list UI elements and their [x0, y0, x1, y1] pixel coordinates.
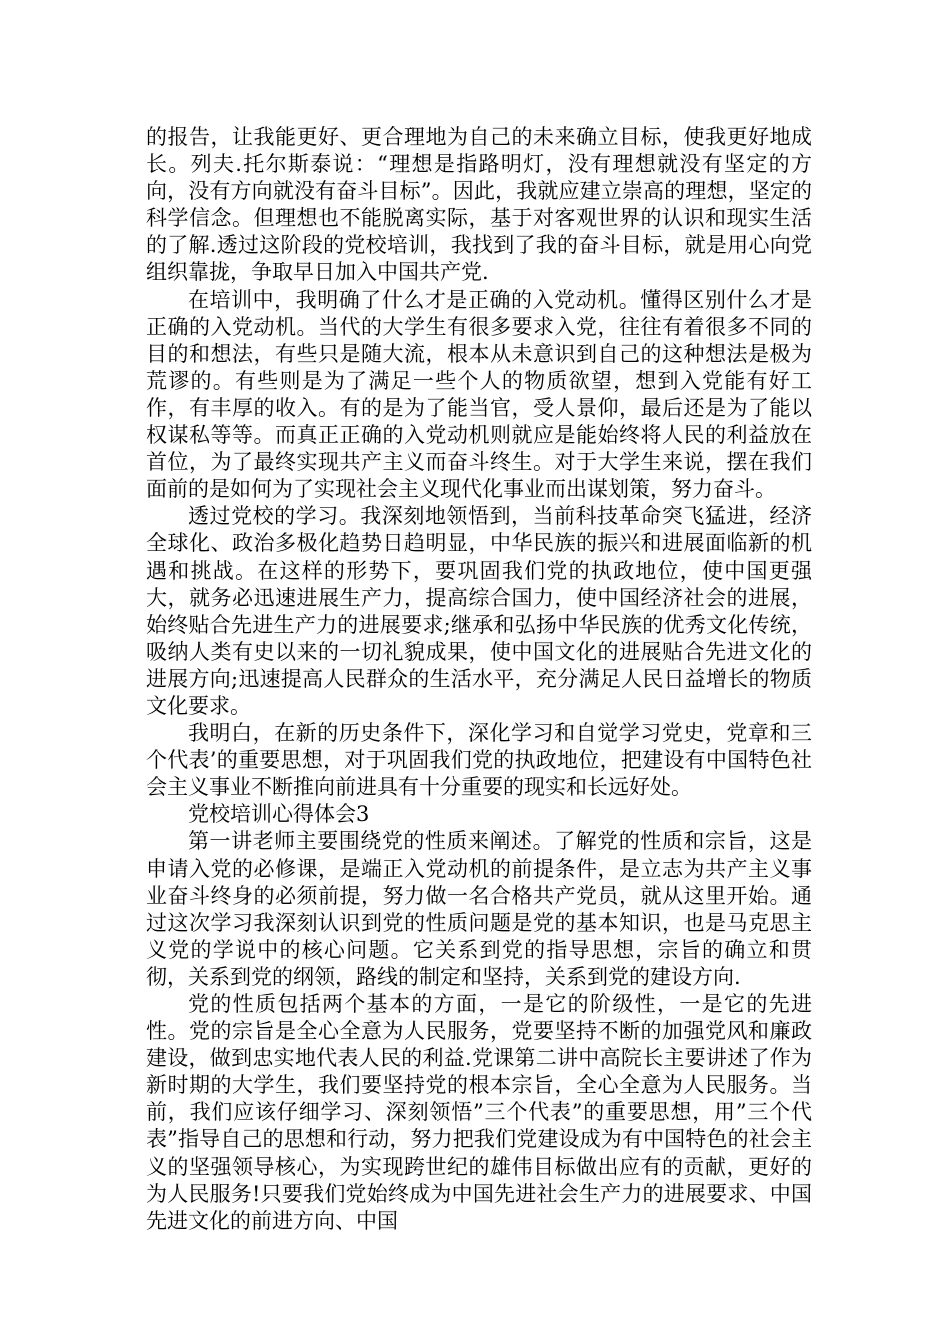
- paragraph-6: 党的性质包括两个基本的方面，一是它的阶级性，一是它的先进性。党的宗旨是全心全意为人民服务，党要坚持不断的加强党风和廉政建设，做到忠实地代表人民的利益.党课第二讲中高院长主要讲述了作为新时期的大学生，我们要坚持党的根本宗旨，全心全意为人民服务。当前，我们应该仔细学习、深刻领悟”三个代表”的重要思想，用”三个代表”指导自己的思想和行动，努力把我们党建设成为有中国特色的社会主义的坚强领导核心，为实现跨世纪的雄伟目标做出应有的贡献，更好的为人民服务!只要我们党始终成为中国先进社会生产力的进展要求、中国先进文化的前进方向、中国: [146, 992, 812, 1233]
- paragraph-1: 的报告，让我能更好、更合理地为自己的未来确立目标，使我更好地成长。列夫.托尔斯泰说：“理想是指路明灯，没有理想就没有坚定的方向，没有方向就没有奋斗目标”。因此，我就应建立崇高的理想，坚定的科学信念。但理想也不能脱离实际，基于对客观世界的认识和现实生活的了解.透过这阶段的党校培训，我找到了我的奋斗目标，就是用心向党组织靠拢，争取早日加入中国共产党.: [146, 125, 812, 285]
- document-page: [146, 124, 812, 1235]
- paragraph-2: 在培训中，我明确了什么才是正确的入党动机。懂得区别什么才是正确的入党动机。当代的大学生有很多要求入党，往往有着很多不同的目的和想法，有些只是随大流，根本从未意识到自己的这种想法是极为荒谬的。有些则是为了满足一些个人的物质欲望，想到入党能有好工作，有丰厚的收入。有的是为了能当官，受人景仰，最后还是为了能以权谋私等等。而真正正确的入党动机则就应是能始终将人民的利益放在首位，为了最终实现共产主义而奋斗终生。对于大学生来说，摆在我们面前的是如何为了实现社会主义现代化事业而出谋划策，努力奋斗。: [146, 287, 812, 502]
- paragraph-5: 第一讲老师主要围绕党的性质来阐述。了解党的性质和宗旨，这是申请入党的必修课，是端正入党动机的前提条件，是立志为共产主义事业奋斗终身的必须前提，努力做一名合格共产党员，就从这里开始。通过这次学习我深刻认识到党的性质问题是党的基本知识，也是马克思主义党的学说中的核心问题。它关系到党的指导思想，宗旨的确立和贯彻，关系到党的纲领，路线的制定和坚持，关系到党的建设方向.: [146, 829, 812, 989]
- paragraph-4: 我明白，在新的历史条件下，深化学习和自觉学习党史，党章和三个代表’的重要思想，对于巩固我们党的执政地位，把建设有中国特色社会主义事业不断推向前进具有十分重要的现实和长远好处。: [146, 721, 812, 800]
- paragraph-3: 透过党校的学习。我深刻地领悟到，当前科技革命突飞猛进，经济全球化、政治多极化趋势日趋明显，中华民族的振兴和进展面临新的机遇和挑战。在这样的形势下，要巩固我们党的执政地位，使中国更强大，就务必迅速进展生产力，提高综合国力，使中国经济社会的进展，始终贴合先进生产力的进展要求;继承和弘扬中华民族的优秀文化传统，吸纳人类有史以来的一切礼貌成果，使中国文化的进展贴合先进文化的进展方向;迅速提高人民群众的生活水平，充分满足人民日益增长的物质文化要求。: [146, 504, 812, 718]
- section-heading: 党校培训心得体会3: [188, 802, 370, 827]
